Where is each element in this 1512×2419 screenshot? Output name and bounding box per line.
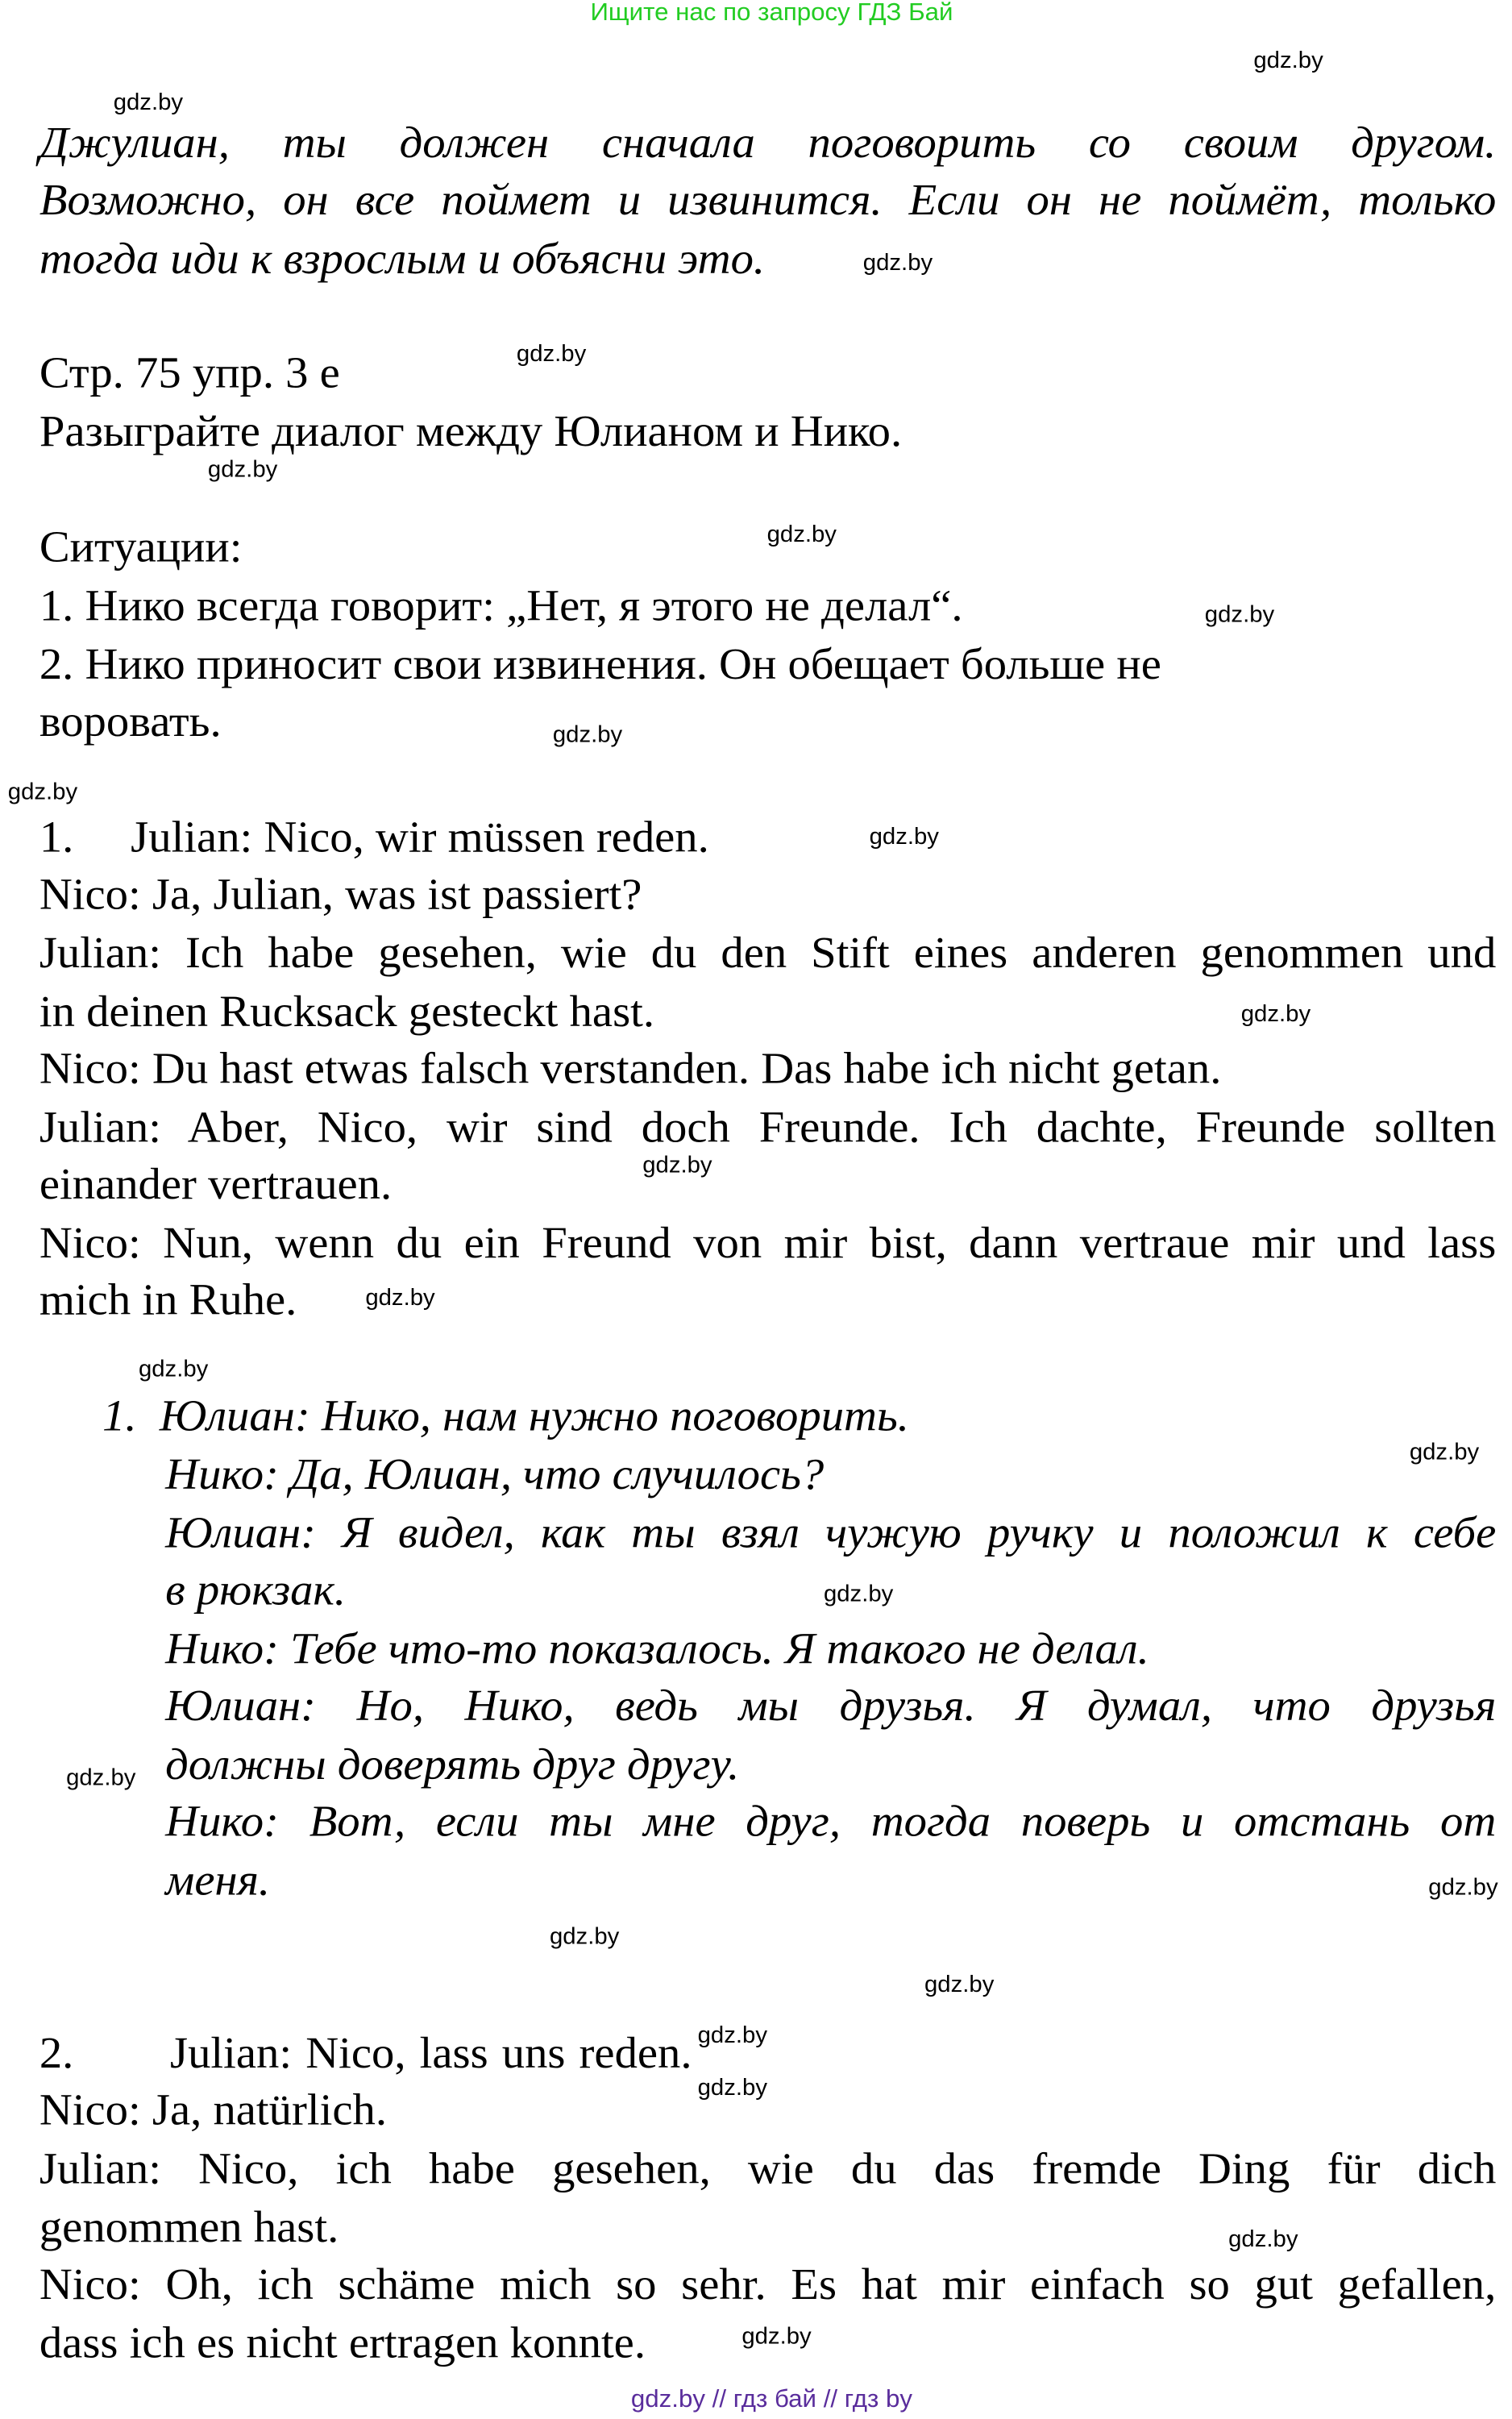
watermark: gdz.by (862, 250, 933, 276)
exercise-heading: Стр. 75 упр. 3 е (39, 348, 340, 398)
watermark: gdz.by (766, 521, 837, 548)
text-line: 1. Юлиан: Нико, нам нужно поговорить. (102, 1391, 909, 1441)
watermark: gdz.by (138, 1356, 209, 1382)
watermark: gdz.by (1228, 2226, 1298, 2253)
watermark: gdz.by (549, 1923, 620, 1951)
watermark: gdz.by (1428, 1874, 1498, 1902)
text-line: Нико: Вот, если ты мне друг, тогда поверь и отстань от (165, 1797, 1497, 1848)
watermark: gdz.by (7, 779, 78, 806)
text-line: Nico: Oh, ich schäme mich so sehr. Es hat mir einfach so gut gefallen, (39, 2260, 1497, 2310)
watermark: gdz.by (1240, 1001, 1311, 1028)
text-line: Юлиан: Я видел, как ты взял чужую ручку и положил к себе (165, 1508, 1497, 1559)
watermark: gdz.by (642, 1152, 712, 1179)
text-line: genommen hast. (39, 2203, 339, 2253)
watermark: gdz.by (697, 2022, 767, 2049)
text-line: Julian: Nico, ich habe gesehen, wie du das fremde Ding für dich (39, 2144, 1497, 2194)
text-line: einander vertrauen. (39, 1160, 393, 1210)
watermark: gdz.by (1409, 1439, 1480, 1466)
footer-banner[interactable]: gdz.by // гдз бай // гдз by (630, 2386, 913, 2413)
watermark: gdz.by (516, 340, 587, 368)
text-line: 1. Julian: Nico, wir müssen reden. (39, 813, 709, 862)
text-line: Julian: Ich habe gesehen, wie du den Stift eines anderen genommen und (39, 929, 1497, 979)
text-line: в рюкзак. (165, 1565, 347, 1615)
watermark: gdz.by (365, 1285, 435, 1311)
text-line: Джулиан, ты должен сначала поговорить со своим другом. (39, 118, 1497, 168)
watermark: gdz.by (1204, 601, 1275, 628)
watermark: gdz.by (207, 456, 278, 484)
watermark: gdz.by (113, 89, 184, 116)
text-line: dass ich es nicht ertragen konnte. (39, 2318, 646, 2368)
text-line: Nico: Du hast etwas falsch verstanden. Das habe ich nicht getan. (39, 1044, 1222, 1095)
watermark: gdz.by (697, 2075, 767, 2101)
text-line: должны доверять друг другу. (165, 1739, 740, 1790)
text-line: Ситуации: (39, 522, 243, 573)
text-line: воровать. (39, 697, 222, 747)
watermark: gdz.by (1253, 48, 1323, 74)
watermark: gdz.by (66, 1764, 136, 1792)
watermark: gdz.by (823, 1581, 894, 1608)
text-line: in deinen Rucksack gesteckt hast. (39, 987, 655, 1037)
text-line: Nico: Ja, Julian, was ist passiert? (39, 870, 642, 920)
text-line: 2. Нико приносит свои извинения. Он обещает больше не (39, 640, 1161, 690)
watermark: gdz.by (924, 1972, 995, 1998)
text-line: меня. (165, 1856, 271, 1906)
watermark: gdz.by (552, 721, 623, 749)
text-line: 2. Julian: Nico, lass uns reden. (39, 2028, 692, 2079)
text-line: Разыграйте диалог между Юлианом и Нико. (39, 407, 903, 457)
text-line: Юлиан: Но, Нико, ведь мы друзья. Я думал, что друзья (165, 1681, 1497, 1731)
text-line: Нико: Тебе что-то показалось. Я такого не делал. (165, 1624, 1149, 1674)
text-line: 1. Нико всегда говорит: „Нет, я этого не делал“. (39, 581, 963, 631)
watermark: gdz.by (741, 2323, 812, 2350)
text-line: Nico: Ja, natürlich. (39, 2085, 388, 2135)
watermark: gdz.by (869, 824, 939, 850)
text-line: Julian: Aber, Nico, wir sind doch Freunde. Ich dachte, Freunde sollten (39, 1103, 1497, 1153)
text-line: mich in Ruhe. (39, 1275, 297, 1326)
text-line: тогда иди к взрослым и объясни это. (39, 234, 766, 285)
text-line: Нико: Да, Юлиан, что случилось? (165, 1450, 825, 1500)
text-line: Nico: Nun, wenn du ein Freund von mir bist, dann vertraue mir und lass (39, 1219, 1497, 1269)
header-banner[interactable]: Ищите нас по запросу ГДЗ Бай (590, 0, 953, 27)
text-line: Возможно, он все поймет и извинится. Если он не поймёт, только (39, 176, 1497, 226)
